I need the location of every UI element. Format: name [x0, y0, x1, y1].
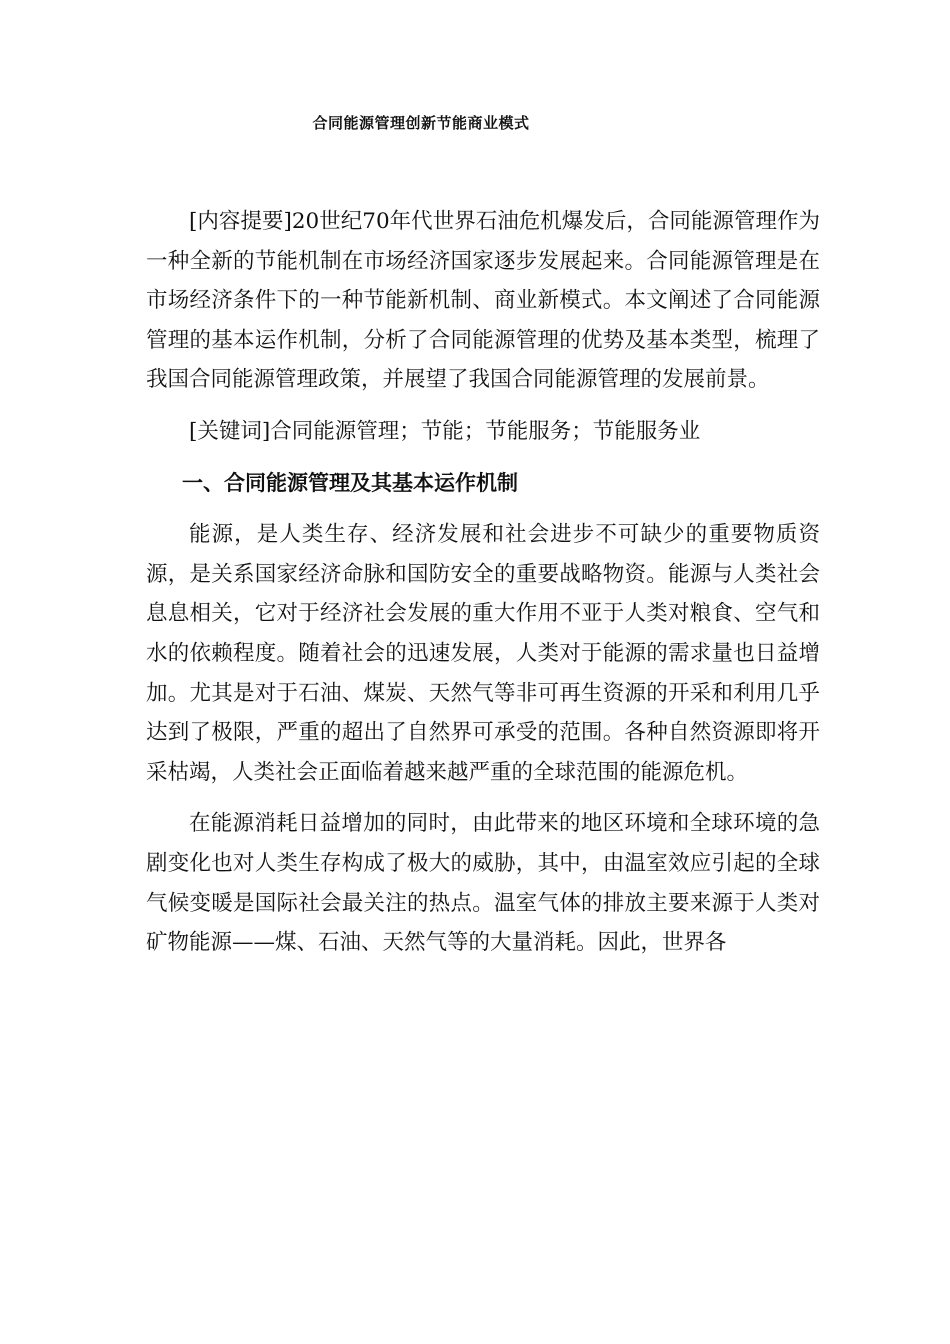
keywords-paragraph: [关键词]合同能源管理；节能；节能服务；节能服务业: [189, 418, 701, 444]
body-paragraph-2: 在能源消耗日益增加的同时，由此带来的地区环境和全球环境的急剧变化也对人类生存构成了极大的威胁，其中，由温室效应引起的全球气候变暖是国际社会最关注的热点。温室气体的排放主要来源于人类对矿物能源——煤、石油、天然气等的大量消耗。因此，世界各: [146, 811, 820, 956]
body-paragraph-1: 能源，是人类生存、经济发展和社会进步不可缺少的重要物质资源，是关系国家经济命脉和国防安全的重要战略物资。能源与人类社会息息相关，它对于经济社会发展的重大作用不亚于人类对粮食、空气和水的依赖程度。随着社会的迅速发展，人类对于能源的需求量也日益增加。尤其是对于石油、煤炭、天然气等非可再生资源的开采和利用几乎达到了极限，严重的超出了自然界可承受的范围。各种自然资源即将开采枯竭，人类社会正面临着越来越严重的全球范围的能源危机。: [146, 522, 820, 785]
document-title: 合同能源管理创新节能商业模式: [312, 114, 530, 132]
document-body: [146, 202, 820, 975]
section-heading: 一、合同能源管理及其基本运作机制: [182, 470, 518, 495]
abstract-paragraph: [内容提要]20世纪70年代世界石油危机爆发后，合同能源管理作为一种全新的节能机制在市场经济国家逐步发展起来。合同能源管理是在市场经济条件下的一种节能新机制、商业新模式。本文阐述了合同能源管理的基本运作机制，分析了合同能源管理的优势及基本类型，梳理了我国合同能源管理政策，并展望了我国合同能源管理的发展前景。: [146, 209, 820, 393]
